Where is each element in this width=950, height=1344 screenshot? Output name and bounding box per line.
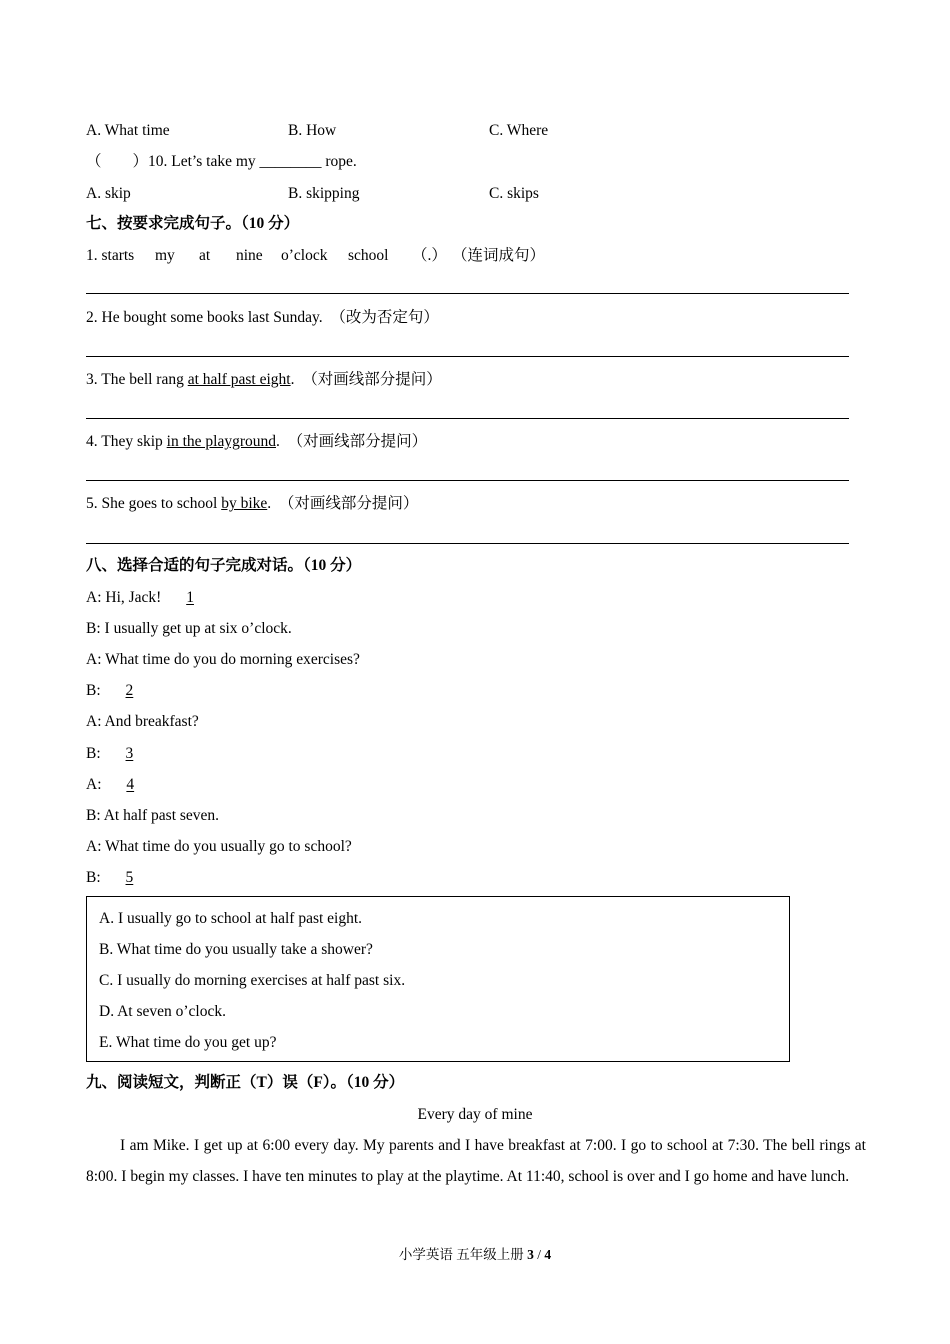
- sentence-start: 3. The bell rang: [86, 371, 188, 388]
- speaker: A:: [86, 838, 102, 855]
- answer-line: [86, 418, 849, 419]
- q9-option-a: A. What time: [86, 122, 170, 139]
- answer-line: [86, 543, 849, 544]
- section-7-item-5: [86, 494, 418, 514]
- word: o’clock: [281, 247, 328, 264]
- word: nine: [236, 247, 263, 264]
- dialogue-text: Hi, Jack!: [105, 589, 162, 606]
- dialogue-text: What time do you do morning exercises?: [105, 651, 360, 668]
- q10-option-c: C. skips: [489, 185, 539, 202]
- answer-line: [86, 293, 849, 294]
- section-7-item-1: [86, 246, 545, 266]
- answer-paren: （ ）: [86, 153, 149, 170]
- section-7-title: 七、按要求完成句子。（10 分）: [86, 215, 300, 232]
- page-separator: /: [533, 1247, 545, 1262]
- speaker: A:: [86, 589, 102, 606]
- footer-text: 小学英语 五年级上册: [398, 1247, 528, 1262]
- choice-d: D. At seven o’clock.: [99, 1003, 226, 1020]
- q10-text-after: rope.: [321, 153, 357, 170]
- question-10: [86, 152, 357, 172]
- dialogue-line: [86, 775, 151, 795]
- dialogue-line: [86, 588, 211, 608]
- sentence-end: .: [276, 433, 280, 450]
- speaker: B:: [86, 682, 101, 699]
- q9-option-c: C. Where: [489, 122, 549, 139]
- q10-text-before: 10. Let’s take my: [148, 153, 260, 170]
- underlined-phrase: at half past eight: [187, 371, 291, 388]
- underlined-phrase: in the playground: [166, 433, 276, 450]
- choice-a: A. I usually go to school at half past eight.: [99, 910, 363, 927]
- dialogue-line: [86, 806, 219, 826]
- speaker: A:: [86, 651, 102, 668]
- dialogue-line: [86, 681, 150, 701]
- q10-blank: ________: [259, 153, 322, 170]
- page-number: 3: [527, 1247, 534, 1262]
- dialogue-line: [86, 650, 360, 670]
- section-9-title: 九、阅读短文，判断正（T）误（F）。（10 分）: [86, 1074, 405, 1091]
- choice-b: B. What time do you usually take a shower?: [99, 941, 373, 958]
- page-footer: [0, 1246, 950, 1264]
- q9-option-b: B. How: [288, 122, 337, 139]
- sentence-start: 5. She goes to school: [86, 495, 222, 512]
- instruction-note: （对画线部分提问）: [287, 433, 428, 450]
- instruction-note: （对画线部分提问）: [278, 495, 419, 512]
- dialogue-line: [86, 712, 199, 732]
- section-8-title: 八、选择合适的句子完成对话。（10 分）: [86, 557, 362, 574]
- choice-c: C. I usually do morning exercises at half past six.: [99, 972, 406, 989]
- passage-text: I am Mike. I get up at 6:00 every day. My parents and I have breakfast at 7:00. I go to school at 7:30. The bell rings at 8:00. I begin my classes. I have ten minutes to play at the playtime. At 11:40, school is over and I go home and have lunch.: [86, 1137, 866, 1185]
- q10-option-a: A. skip: [86, 185, 131, 202]
- word: at: [199, 247, 211, 264]
- page-total: 4: [544, 1247, 552, 1262]
- speaker: B:: [86, 869, 101, 886]
- speaker: A:: [86, 776, 102, 793]
- answer-line: [86, 356, 849, 357]
- sentence-end: .: [290, 371, 295, 388]
- dialogue-blank: 1: [186, 589, 194, 606]
- dialogue-blank: 4: [126, 776, 135, 793]
- word: （.）: [412, 247, 447, 264]
- answer-line: [86, 480, 849, 481]
- word: 1. starts: [86, 247, 135, 264]
- speaker: B:: [86, 807, 101, 824]
- dialogue-text: What time do you usually go to school?: [105, 838, 352, 855]
- dialogue-text: I usually get up at six o’clock.: [104, 620, 292, 637]
- section-7-item-2: [86, 308, 439, 328]
- instruction-note: （对画线部分提问）: [302, 371, 442, 388]
- dialogue-text: At half past seven.: [103, 807, 220, 824]
- dialogue-line: [86, 744, 150, 764]
- section-7-item-4: [86, 432, 427, 452]
- dialogue-blank: 5: [125, 869, 134, 886]
- sentence: 2. He bought some books last Sunday.: [86, 309, 323, 326]
- speaker: B:: [86, 745, 101, 762]
- instruction-note: （改为否定句）: [330, 309, 439, 326]
- section-7-item-3: [86, 370, 442, 390]
- speaker: A:: [86, 713, 102, 730]
- passage-title: Every day of mine: [417, 1106, 533, 1123]
- q10-option-b: B. skipping: [288, 185, 360, 202]
- underlined-phrase: by bike: [221, 495, 268, 512]
- dialogue-blank: 3: [125, 745, 134, 762]
- sentence-end: .: [267, 495, 272, 512]
- word: school: [348, 247, 389, 264]
- choice-e: E. What time do you get up?: [99, 1034, 277, 1051]
- sentence-start: 4. They skip: [86, 433, 167, 450]
- instruction-note: （连词成句）: [452, 247, 546, 264]
- dialogue-line: [86, 837, 352, 857]
- choices-box: [86, 896, 790, 1062]
- dialogue-line: [86, 619, 292, 639]
- dialogue-text: And breakfast?: [104, 713, 199, 730]
- word: my: [155, 247, 175, 264]
- speaker: B:: [86, 620, 101, 637]
- dialogue-blank: 2: [125, 682, 134, 699]
- dialogue-line: [86, 868, 150, 888]
